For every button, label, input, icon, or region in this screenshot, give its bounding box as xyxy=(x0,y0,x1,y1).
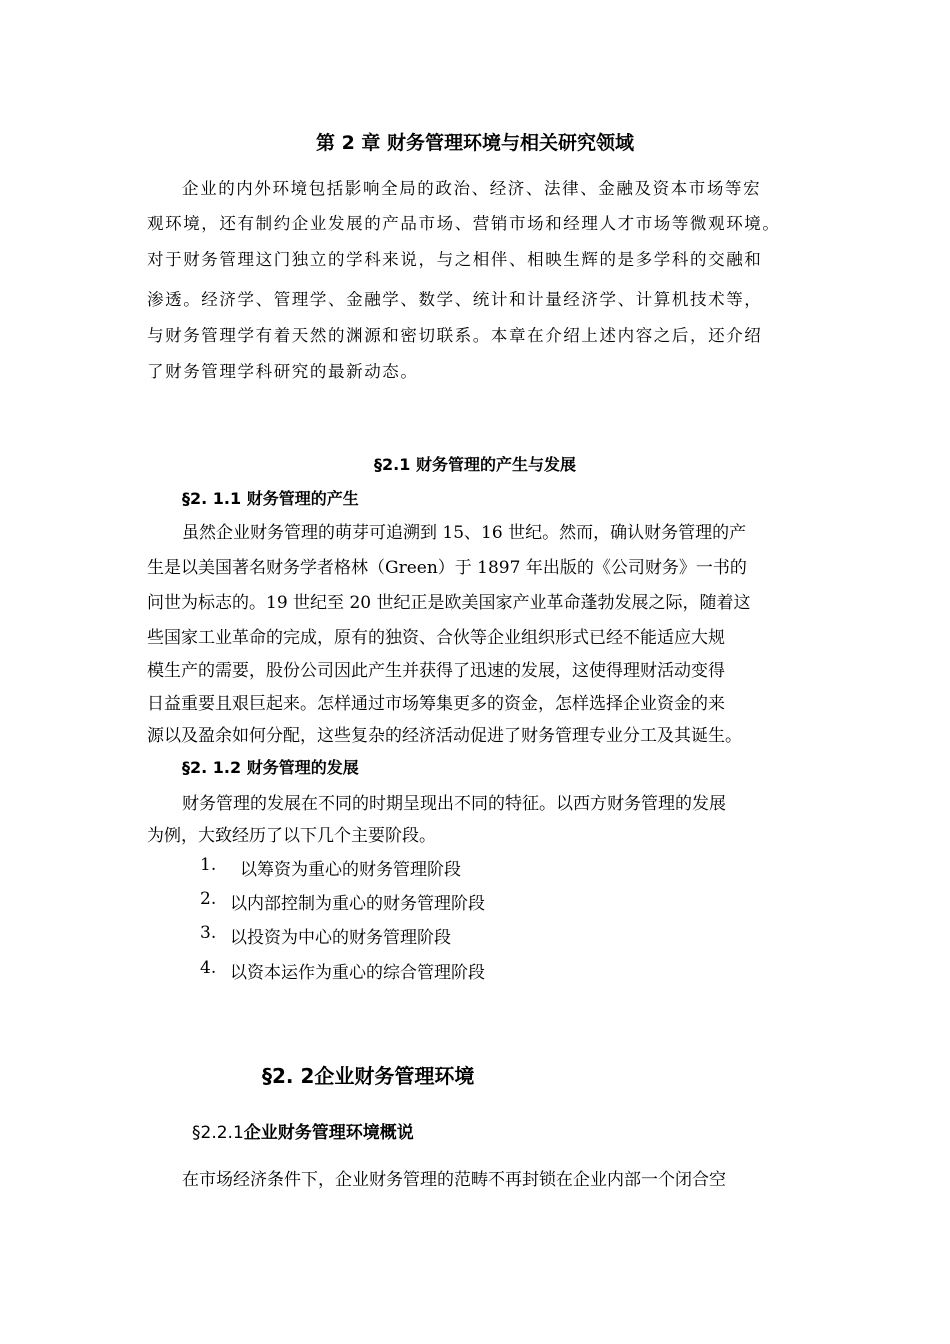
intro-paragraph-line: 对于财务管理这门独立的学科来说，与之相伴、相映生辉的是多学科的交融和 xyxy=(147,250,763,269)
list-text: 以筹资为重心的财务管理阶段 xyxy=(240,860,461,880)
stage-list-item xyxy=(0,958,950,984)
subsection-heading: 企业财务管理环境概说 xyxy=(243,1123,414,1143)
body-paragraph-line: 模生产的需要，股份公司因此产生并获得了迅速的发展，这使得理财活动变得 xyxy=(147,661,725,681)
list-number: 2. xyxy=(200,889,217,909)
list-text: 以资本运作为重心的综合管理阶段 xyxy=(230,963,485,983)
list-text: 以内部控制为重心的财务管理阶段 xyxy=(230,894,485,914)
intro-paragraph-line: 了财务管理学科研究的最新动态。 xyxy=(147,362,419,381)
body-paragraph-line: 些国家工业革命的完成，原有的独资、合伙等企业组织形式已经不能适应大规 xyxy=(147,628,725,648)
stage-list-item xyxy=(0,855,950,881)
intro-paragraph-line: 观环境，还有制约企业发展的产品市场、营销市场和经理人才市场等微观环境。 xyxy=(147,214,781,233)
subsection-2-1-1-title: §2. 1.1 财务管理的产生 xyxy=(182,489,359,508)
list-number: 1. xyxy=(200,855,217,875)
list-number: 4. xyxy=(200,958,217,978)
intro-paragraph-line: 企业的内外环境包括影响全局的政治、经济、法律、金融及资本市场等宏 xyxy=(182,179,762,198)
intro-paragraph-line: 渗透。经济学、管理学、金融学、数学、统计和计量经济学、计算机技术等， xyxy=(147,290,763,309)
subsection-2-2-1-title xyxy=(192,1118,414,1143)
body-paragraph-line: 虽然企业财务管理的萌芽可追溯到 15、16 世纪。然而，确认财务管理的产 xyxy=(182,523,747,543)
chapter-title: 第 2 章 财务管理环境与相关研究领域 xyxy=(315,132,635,154)
body-paragraph-line: 问世为标志的。19 世纪至 20 世纪正是欧美国家产业革命蓬勃发展之际，随着这 xyxy=(147,593,751,613)
list-text: 以投资为中心的财务管理阶段 xyxy=(230,928,451,948)
body-paragraph-line: 源以及盈余如何分配，这些复杂的经济活动促进了财务管理专业分工及其诞生。 xyxy=(147,726,742,746)
section-2-2-title: §2. 2企业财务管理环境 xyxy=(262,1064,475,1088)
body-paragraph-line: 财务管理的发展在不同的时期呈现出不同的特征。以西方财务管理的发展 xyxy=(182,794,726,814)
intro-paragraph-line: 与财务管理学有着天然的渊源和密切联系。本章在介绍上述内容之后，还介绍 xyxy=(147,326,763,345)
body-paragraph-line: 生是以美国著名财务学者格林（Green）于 1897 年出版的《公司财务》一书的 xyxy=(147,558,747,578)
subsection-number: §2.2.1 xyxy=(192,1123,244,1143)
stage-list-item xyxy=(0,923,950,949)
list-number: 3. xyxy=(200,923,217,943)
stage-list-item xyxy=(0,889,950,915)
subsection-2-1-2-title: §2. 1.2 财务管理的发展 xyxy=(182,758,359,777)
body-paragraph-line: 日益重要且艰巨起来。怎样通过市场筹集更多的资金，怎样选择企业资金的来 xyxy=(147,694,725,714)
body-paragraph-line: 为例，大致经历了以下几个主要阶段。 xyxy=(147,826,436,846)
body-paragraph-line: 在市场经济条件下，企业财务管理的范畴不再封锁在企业内部一个闭合空 xyxy=(182,1170,726,1190)
section-2-1-title: §2.1 财务管理的产生与发展 xyxy=(374,455,576,474)
